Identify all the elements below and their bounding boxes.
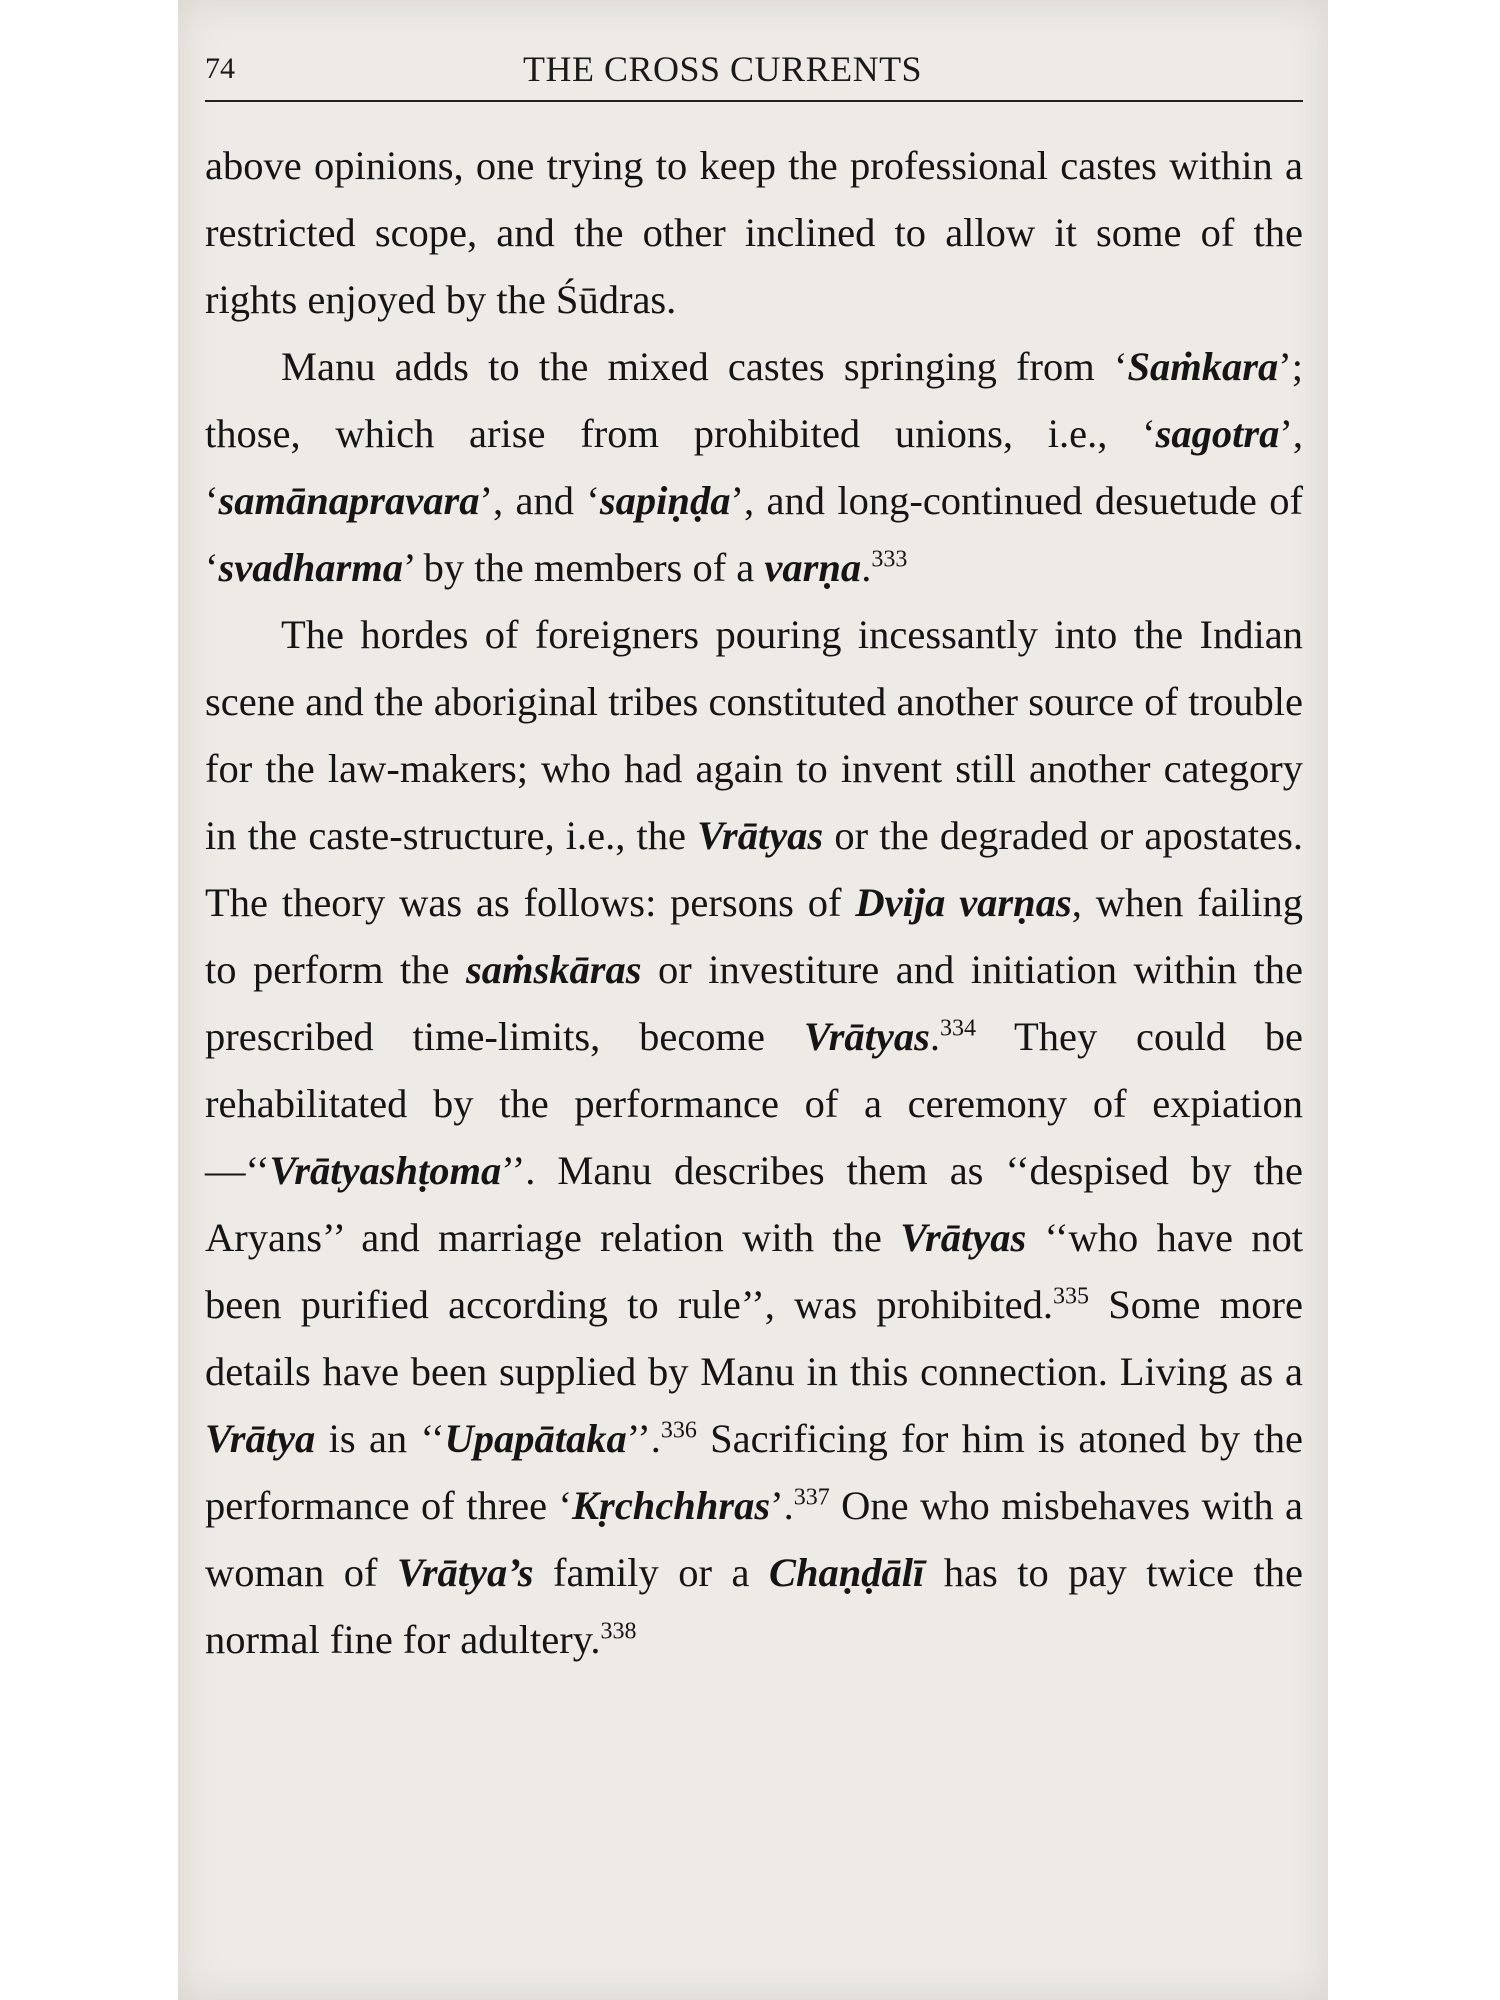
text-run: ’ by the members of a [403,545,765,590]
text-run: . [929,1014,940,1059]
text-run: ’’. [626,1416,661,1461]
sanskrit-term: Chaṇḍālī [768,1550,925,1595]
footnote-ref: 333 [871,546,908,573]
sanskrit-term: Vrātyas [900,1215,1027,1260]
sanskrit-term: sapiṇḍa [599,478,731,523]
footnote-ref: 338 [600,1618,637,1645]
text-run: is an ‘‘ [315,1416,445,1461]
text-run: family or a [533,1550,769,1595]
page-header [205,38,1305,100]
text-run: ’, ‘ [205,411,1303,523]
sanskrit-term: Vrātyas [697,813,824,858]
paragraph-1 [205,132,1303,333]
running-title: THE CROSS CURRENTS [523,49,923,89]
sanskrit-term: Saṁkara [1127,344,1279,389]
footnote-ref: 334 [939,1015,976,1042]
sanskrit-term: sagotra [1155,411,1280,456]
page-number: 74 [205,52,235,85]
sanskrit-term: svadharma [218,545,404,590]
text-run: The hordes of foreigners pouring incessantly into the Indian scene and the aboriginal tribes constituted another source of trouble for the law-makers; who had again to invent still another category in the caste-structure, i.e., the [205,612,1303,858]
sanskrit-term: Vrātya’s [396,1550,534,1595]
sanskrit-term: samānapravara [218,478,480,523]
footnote-ref: 336 [660,1417,697,1444]
body-text [205,132,1303,1673]
text-run: ’; those, which arise from prohibited unions, i.e., ‘ [205,344,1303,456]
text-run: They could be rehabilitated by the performance of a ceremony of expiation—‘‘ [205,1014,1303,1193]
text-run: ’, and ‘ [479,478,600,523]
text-run: Some more details have been supplied by Manu in this connection. Living as a [205,1282,1303,1394]
footnote-ref: 337 [793,1484,830,1511]
text-run: One who misbehaves with a woman of [205,1483,1304,1595]
text-run: or investiture and initiation within the prescribed time-limits, become [205,947,1303,1059]
sanskrit-term: Upapātaka [444,1416,627,1461]
text-run: Manu adds to the mixed castes springing from ‘ [281,344,1128,389]
sanskrit-term: Dvija varṇas [855,880,1072,925]
paragraph-3 [205,601,1303,1673]
text-run: or the degraded or apostates. The theory was as follows: persons of [205,813,1303,925]
text-run: ’. [770,1483,794,1528]
header-rule [205,100,1303,102]
text-run: ’’. Manu describes them as ‘‘despised by the Aryans’’ and marriage relation with the [205,1148,1303,1260]
text-run: ’, and long-continued desuetude of ‘ [205,478,1304,590]
sanskrit-term: Vrātyashṭoma [269,1148,502,1193]
text-run: . [861,545,872,590]
footnote-ref: 335 [1053,1283,1090,1310]
paragraph-2 [205,333,1303,601]
sanskrit-term: Vrātya [205,1416,316,1461]
text-run: above opinions, one trying to keep the professional castes within a restricted scope, and the other inclined to allow it some of the rights enjoyed by the Śūdras. [205,143,1303,322]
text-run: ‘‘who have not been purified according to rule’’, was prohibited. [205,1215,1304,1327]
text-run: has to pay twice the normal fine for adultery. [205,1550,1303,1662]
sanskrit-term: varṇa [764,545,862,590]
text-run: , when failing to perform the [205,880,1303,992]
sanskrit-term: Kṛchchhras [572,1483,771,1528]
sanskrit-term: Vrātyas [803,1014,930,1059]
text-run: Sacrificing for him is atoned by the performance of three ‘ [205,1416,1303,1528]
sanskrit-term: saṁskāras [465,947,642,992]
